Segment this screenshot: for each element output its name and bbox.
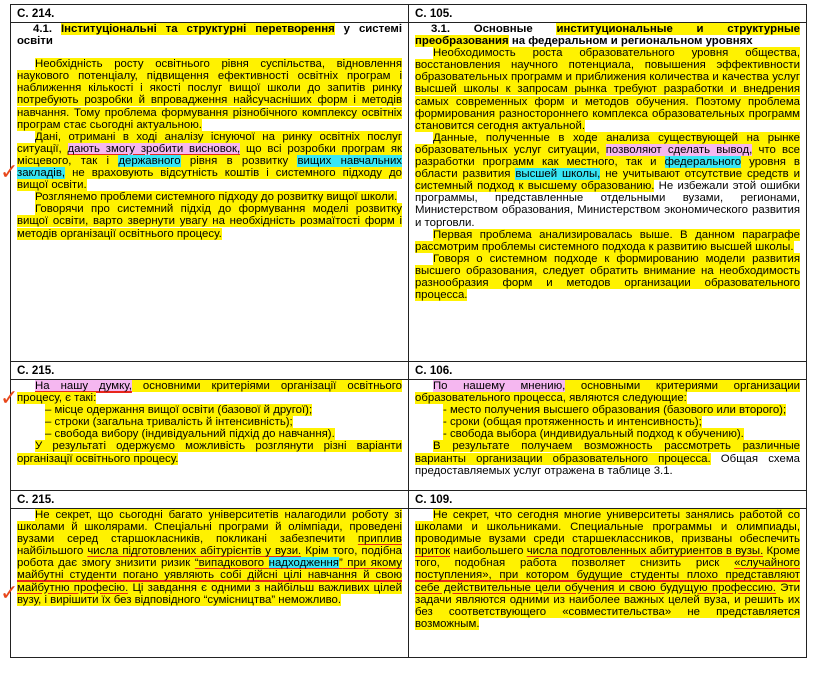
left-cell <box>11 23 409 362</box>
paragraph: Необхідність росту освітнього рівня суспільства, відновлення наукового потенціалу, підвищення ефективності освітніх програм і наближення кількості і якості послуг вищої школи до запитів ринку потребують розробки й впровадження найсучасніших форм і методів навчання. Тому проблема формування різнобічного комплексу освітніх програм стає сьогодні актуальною. <box>17 58 402 131</box>
left-page-ref: С. 215. <box>11 362 409 380</box>
paragraph: Данные, полученные в ходе анализа существующей на рынке образовательных услуг ситуации, позволяют сделать вывод, что все разработки программ как местного, так и федерального уровня в области развития высшей школы, не учитывают отсутствие средств и системный подход к высшему образованию. Не избежали этой ошибки программы, представленные отдельными вузами, регионами, Министерством образования, Министерством экономического развития и торговли. <box>415 131 800 229</box>
row-3-header <box>11 491 807 509</box>
paragraph: Розглянемо проблеми системного підходу до розвитку вищої школи. <box>35 191 398 204</box>
left-cell <box>11 509 409 658</box>
paragraph: Не секрет, що сьогодні багато університетів налагодили роботу зі школами й школярами. Спеціальні програми й олімпіади, проведені вузами серед старшокласників, покликані забезпечити приплив найбільшого числа підготовлених абітурієнтів у вузи. Крім того, подібна робота дає змогу знизити ризик “випадкового надходження” при якому майбутні студенти погано уявляють собі дійсні цілі навчання й свою майбутню професію. Ці завдання є одними з найбільш важливих цілей вузу, і вирішити їх без відповідного “сумісництва” неможливо. <box>17 509 402 606</box>
paragraph: Не секрет, что сегодня многие университеты занялись работой со школами и школьниками. Специальные программы и олимпиады, проводимые вузами среди старшеклассников, призваны обеспечить приток наибольшего числа подготовленных абитуриентов в вузы. Кроме того, подобная работа позволяет снизить риск «случайного поступления», при котором будущие студенты плохо представляют себе действительные цели обучения и свою будущую профессию. Эти задачи являются одними из наиболее важных целей вуза, и решить их без соответствующего «совместительства» не представляется возможным. <box>415 509 801 630</box>
section-title: 3.1. Основные институциональные и структурные преобразования на федеральном и региональном уровнях <box>415 23 801 48</box>
list-item: – строки (загальна тривалість й інтенсивність); <box>45 416 293 429</box>
list-item: - сроки (общая протяженность и интенсивность); <box>443 416 702 429</box>
list-item: - место получения высшего образования (базового или второго); <box>443 404 787 417</box>
left-page-ref: С. 214. <box>11 5 409 23</box>
paragraph: На нашу думку, основними критеріями організації освітнього процесу, є такі: <box>17 380 402 405</box>
right-page-ref: С. 109. <box>409 491 807 509</box>
check-mark-icon: ✓ <box>0 160 19 185</box>
list-item: – місце одержання вищої освіти (базової й другої); <box>45 404 313 417</box>
row-3-body <box>11 509 807 658</box>
paragraph: Первая проблема анализировалась выше. В данном параграфе рассмотрим проблемы системного подхода к развитию высшей школы. <box>415 228 800 253</box>
left-cell <box>11 380 409 491</box>
list-item: – свобода вибору (індивідуальний підхід до навчання). <box>45 428 335 441</box>
paragraph: Говорячи про системний підхід до формування моделі розвитку вищої освіти, варто звернути увагу на необхідність розмаїтості форм і методів організації освітнього процесу. <box>17 203 402 240</box>
paragraph: У результаті одержуємо можливість розглянути різні варіанти організації освітнього процесу. <box>17 440 402 465</box>
right-page-ref: С. 106. <box>409 362 807 380</box>
comparison-table <box>10 4 807 658</box>
row-1-body <box>11 23 807 362</box>
check-mark-icon: ✓ <box>0 386 19 411</box>
row-2-body <box>11 380 807 491</box>
right-page-ref: С. 105. <box>409 5 807 23</box>
left-page-ref: С. 215. <box>11 491 409 509</box>
paragraph: По нашему мнению, основными критериями организации образовательного процесса, являются следующие: <box>415 380 801 405</box>
paragraph: Говоря о системном подходе к формированию модели развития высшего образования, следует обратить внимание на необходимость разнообразия форм и методов организации образовательного процесса. <box>415 252 800 302</box>
row-1-header <box>11 5 807 23</box>
check-mark-icon: ✓ <box>0 581 19 606</box>
section-title: 4.1. Інституціональні та структурні перетворення у системі освіти <box>17 23 402 48</box>
paragraph: Дані, отримані в ході аналізу існуючої на ринку освітніх послуг ситуації, дають змогу зробити висновок, що всі розробки програм як місцевого, так і державного рівня в розвитку вищих навчальних закладів, не враховують відсутність коштів і системного підходу до вищої освіти. <box>17 130 402 192</box>
paragraph: Необходимость роста образовательного уровня общества, восстановления научного потенциала, повышения эффективности образовательных программ и приближения количества и качества услуг высшей школы к запросам рынка требуют разработки и внедрения самых современных форм и методов обучения. Поэтому проблема формирования разностороннего комплекса образовательных программ становится сегодня актуальной. <box>415 47 800 132</box>
right-cell <box>409 380 807 491</box>
list-item: - свобода выбора (индивидуальный подход к обучению). <box>443 428 744 441</box>
paragraph: В результате получаем возможность рассмотреть различные варианты организации образовательного процесса. Общая схема предоставляемых услуг отражена в таблице 3.1. <box>415 440 800 477</box>
right-cell <box>409 509 807 658</box>
row-2-header <box>11 362 807 380</box>
right-cell <box>409 23 807 362</box>
